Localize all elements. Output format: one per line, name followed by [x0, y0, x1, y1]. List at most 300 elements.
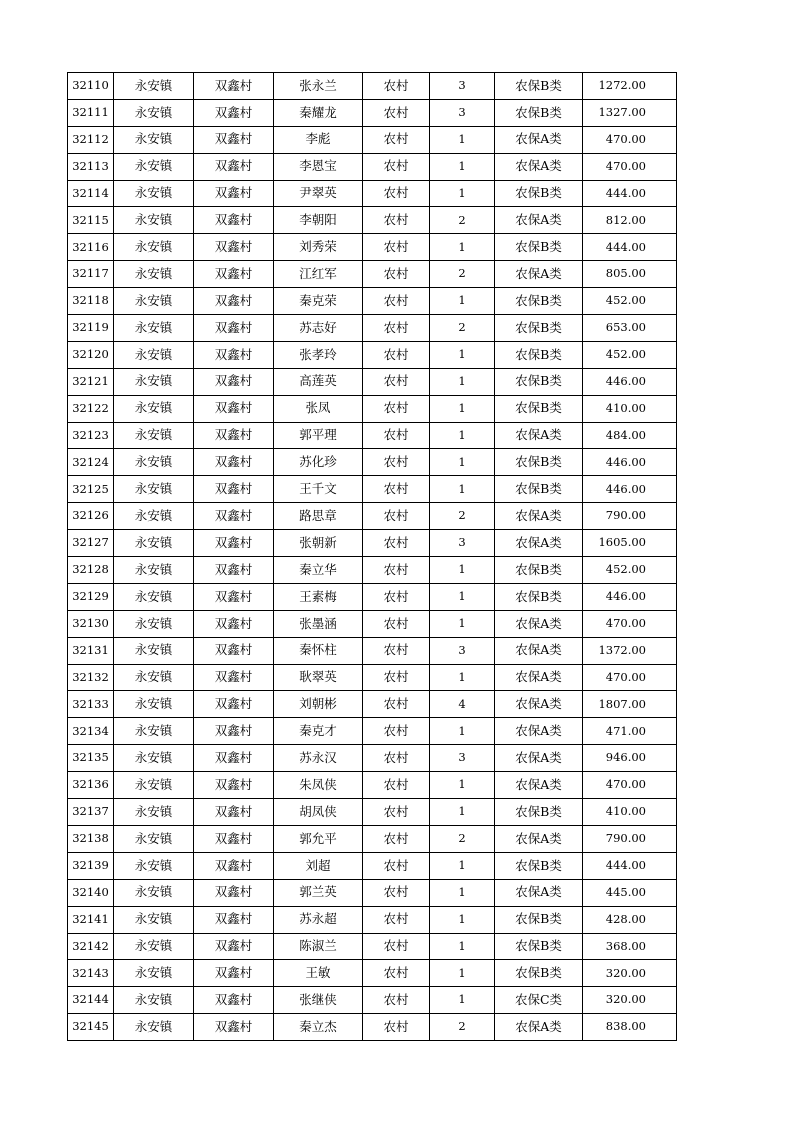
cell-amount: 484.00: [583, 422, 677, 449]
cell-town: 永安镇: [114, 557, 194, 584]
table-row: [68, 879, 677, 906]
cell-id: 32113: [68, 153, 114, 180]
cell-village: 双鑫村: [194, 73, 274, 100]
table-row: [68, 825, 677, 852]
cell-category: 农保A类: [495, 422, 583, 449]
cell-category: 农保B类: [495, 288, 583, 315]
cell-id: 32135: [68, 745, 114, 772]
table-row: [68, 449, 677, 476]
cell-type: 农村: [363, 610, 430, 637]
cell-name: 秦克荣: [274, 288, 363, 315]
cell-village: 双鑫村: [194, 933, 274, 960]
cell-village: 双鑫村: [194, 691, 274, 718]
cell-name: 王千文: [274, 476, 363, 503]
table-row: [68, 718, 677, 745]
cell-amount: 368.00: [583, 933, 677, 960]
cell-type: 农村: [363, 288, 430, 315]
cell-id: 32116: [68, 234, 114, 261]
cell-category: 农保B类: [495, 557, 583, 584]
cell-id: 32126: [68, 503, 114, 530]
cell-amount: 470.00: [583, 772, 677, 799]
cell-name: 张凤: [274, 395, 363, 422]
cell-amount: 653.00: [583, 315, 677, 342]
data-table: [67, 72, 677, 1041]
cell-id: 32145: [68, 1014, 114, 1041]
cell-name: 江红军: [274, 261, 363, 288]
cell-category: 农保A类: [495, 126, 583, 153]
cell-type: 农村: [363, 637, 430, 664]
cell-count: 1: [430, 879, 495, 906]
cell-town: 永安镇: [114, 852, 194, 879]
cell-type: 农村: [363, 691, 430, 718]
cell-town: 永安镇: [114, 987, 194, 1014]
table-row: [68, 153, 677, 180]
cell-town: 永安镇: [114, 610, 194, 637]
cell-town: 永安镇: [114, 261, 194, 288]
cell-village: 双鑫村: [194, 960, 274, 987]
cell-id: 32139: [68, 852, 114, 879]
cell-count: 3: [430, 745, 495, 772]
cell-amount: 470.00: [583, 610, 677, 637]
cell-count: 1: [430, 987, 495, 1014]
cell-village: 双鑫村: [194, 852, 274, 879]
cell-name: 苏化珍: [274, 449, 363, 476]
cell-type: 农村: [363, 99, 430, 126]
cell-name: 耿翠英: [274, 664, 363, 691]
table-row: [68, 691, 677, 718]
cell-count: 1: [430, 395, 495, 422]
table-row: [68, 261, 677, 288]
cell-village: 双鑫村: [194, 207, 274, 234]
cell-category: 农保A类: [495, 745, 583, 772]
cell-town: 永安镇: [114, 1014, 194, 1041]
cell-town: 永安镇: [114, 933, 194, 960]
cell-amount: 452.00: [583, 288, 677, 315]
cell-town: 永安镇: [114, 772, 194, 799]
table-row: [68, 422, 677, 449]
cell-category: 农保B类: [495, 906, 583, 933]
cell-category: 农保A类: [495, 879, 583, 906]
cell-category: 农保B类: [495, 960, 583, 987]
cell-category: 农保A类: [495, 261, 583, 288]
cell-town: 永安镇: [114, 395, 194, 422]
table-row: [68, 288, 677, 315]
cell-category: 农保A类: [495, 1014, 583, 1041]
cell-count: 3: [430, 530, 495, 557]
cell-count: 2: [430, 207, 495, 234]
cell-id: 32142: [68, 933, 114, 960]
table-row: [68, 234, 677, 261]
cell-type: 农村: [363, 799, 430, 826]
cell-village: 双鑫村: [194, 288, 274, 315]
cell-type: 农村: [363, 664, 430, 691]
cell-id: 32120: [68, 341, 114, 368]
cell-category: 农保A类: [495, 207, 583, 234]
cell-amount: 1372.00: [583, 637, 677, 664]
cell-village: 双鑫村: [194, 180, 274, 207]
cell-category: 农保B类: [495, 73, 583, 100]
cell-count: 1: [430, 557, 495, 584]
cell-count: 3: [430, 73, 495, 100]
table-row: [68, 637, 677, 664]
cell-category: 农保B类: [495, 583, 583, 610]
cell-town: 永安镇: [114, 315, 194, 342]
cell-town: 永安镇: [114, 503, 194, 530]
table-body: [68, 73, 677, 1041]
cell-category: 农保B类: [495, 799, 583, 826]
cell-village: 双鑫村: [194, 368, 274, 395]
cell-name: 刘朝彬: [274, 691, 363, 718]
cell-town: 永安镇: [114, 906, 194, 933]
cell-amount: 446.00: [583, 449, 677, 476]
cell-town: 永安镇: [114, 879, 194, 906]
table-row: [68, 530, 677, 557]
cell-id: 32141: [68, 906, 114, 933]
table-row: [68, 1014, 677, 1041]
cell-amount: 1605.00: [583, 530, 677, 557]
cell-type: 农村: [363, 987, 430, 1014]
cell-village: 双鑫村: [194, 449, 274, 476]
cell-type: 农村: [363, 341, 430, 368]
cell-village: 双鑫村: [194, 987, 274, 1014]
cell-category: 农保B类: [495, 395, 583, 422]
cell-category: 农保B类: [495, 449, 583, 476]
cell-name: 秦怀柱: [274, 637, 363, 664]
cell-amount: 452.00: [583, 557, 677, 584]
cell-village: 双鑫村: [194, 745, 274, 772]
cell-count: 1: [430, 368, 495, 395]
cell-amount: 812.00: [583, 207, 677, 234]
cell-count: 2: [430, 315, 495, 342]
cell-type: 农村: [363, 126, 430, 153]
table-row: [68, 368, 677, 395]
cell-type: 农村: [363, 180, 430, 207]
cell-name: 李朝阳: [274, 207, 363, 234]
cell-id: 32121: [68, 368, 114, 395]
cell-count: 4: [430, 691, 495, 718]
cell-name: 张墨涵: [274, 610, 363, 637]
cell-count: 1: [430, 960, 495, 987]
cell-village: 双鑫村: [194, 825, 274, 852]
cell-count: 1: [430, 341, 495, 368]
cell-category: 农保B类: [495, 180, 583, 207]
cell-amount: 790.00: [583, 825, 677, 852]
cell-id: 32124: [68, 449, 114, 476]
cell-town: 永安镇: [114, 960, 194, 987]
cell-id: 32123: [68, 422, 114, 449]
cell-count: 1: [430, 126, 495, 153]
cell-name: 郭允平: [274, 825, 363, 852]
table-row: [68, 476, 677, 503]
cell-village: 双鑫村: [194, 583, 274, 610]
cell-village: 双鑫村: [194, 422, 274, 449]
cell-type: 农村: [363, 449, 430, 476]
table-row: [68, 960, 677, 987]
cell-amount: 320.00: [583, 987, 677, 1014]
cell-amount: 446.00: [583, 368, 677, 395]
cell-village: 双鑫村: [194, 476, 274, 503]
cell-town: 永安镇: [114, 691, 194, 718]
cell-village: 双鑫村: [194, 664, 274, 691]
cell-town: 永安镇: [114, 126, 194, 153]
cell-town: 永安镇: [114, 180, 194, 207]
cell-category: 农保B类: [495, 341, 583, 368]
cell-town: 永安镇: [114, 234, 194, 261]
cell-type: 农村: [363, 879, 430, 906]
cell-type: 农村: [363, 825, 430, 852]
table-row: [68, 557, 677, 584]
table-row: [68, 315, 677, 342]
cell-count: 1: [430, 449, 495, 476]
cell-id: 32136: [68, 772, 114, 799]
cell-category: 农保B类: [495, 234, 583, 261]
cell-category: 农保A类: [495, 691, 583, 718]
cell-type: 农村: [363, 772, 430, 799]
cell-name: 陈淑兰: [274, 933, 363, 960]
cell-name: 尹翠英: [274, 180, 363, 207]
cell-name: 郭平理: [274, 422, 363, 449]
table-row: [68, 503, 677, 530]
cell-village: 双鑫村: [194, 718, 274, 745]
cell-id: 32132: [68, 664, 114, 691]
table-row: [68, 610, 677, 637]
cell-name: 秦立华: [274, 557, 363, 584]
cell-amount: 320.00: [583, 960, 677, 987]
cell-town: 永安镇: [114, 73, 194, 100]
cell-amount: 1327.00: [583, 99, 677, 126]
cell-village: 双鑫村: [194, 99, 274, 126]
cell-name: 刘超: [274, 852, 363, 879]
cell-type: 农村: [363, 395, 430, 422]
cell-category: 农保A类: [495, 637, 583, 664]
cell-name: 王敏: [274, 960, 363, 987]
cell-id: 32112: [68, 126, 114, 153]
table-row: [68, 126, 677, 153]
cell-name: 秦立杰: [274, 1014, 363, 1041]
cell-town: 永安镇: [114, 825, 194, 852]
cell-category: 农保A类: [495, 718, 583, 745]
cell-id: 32115: [68, 207, 114, 234]
cell-id: 32143: [68, 960, 114, 987]
cell-count: 3: [430, 637, 495, 664]
cell-name: 李恩宝: [274, 153, 363, 180]
cell-type: 农村: [363, 583, 430, 610]
cell-village: 双鑫村: [194, 906, 274, 933]
cell-category: 农保B类: [495, 315, 583, 342]
cell-id: 32131: [68, 637, 114, 664]
cell-type: 农村: [363, 745, 430, 772]
cell-village: 双鑫村: [194, 879, 274, 906]
cell-count: 1: [430, 153, 495, 180]
cell-category: 农保B类: [495, 476, 583, 503]
cell-town: 永安镇: [114, 637, 194, 664]
cell-count: 2: [430, 261, 495, 288]
table-row: [68, 799, 677, 826]
cell-town: 永安镇: [114, 476, 194, 503]
table-row: [68, 341, 677, 368]
cell-type: 农村: [363, 557, 430, 584]
cell-count: 1: [430, 610, 495, 637]
cell-category: 农保A类: [495, 153, 583, 180]
cell-count: 2: [430, 1014, 495, 1041]
cell-count: 3: [430, 99, 495, 126]
cell-town: 永安镇: [114, 745, 194, 772]
cell-amount: 446.00: [583, 583, 677, 610]
cell-count: 1: [430, 799, 495, 826]
table-row: [68, 73, 677, 100]
cell-category: 农保B类: [495, 933, 583, 960]
cell-count: 1: [430, 718, 495, 745]
cell-count: 1: [430, 772, 495, 799]
cell-category: 农保A类: [495, 610, 583, 637]
cell-type: 农村: [363, 718, 430, 745]
cell-amount: 446.00: [583, 476, 677, 503]
cell-town: 永安镇: [114, 288, 194, 315]
cell-id: 32137: [68, 799, 114, 826]
cell-village: 双鑫村: [194, 503, 274, 530]
cell-count: 1: [430, 933, 495, 960]
cell-count: 1: [430, 476, 495, 503]
cell-id: 32140: [68, 879, 114, 906]
cell-amount: 805.00: [583, 261, 677, 288]
cell-count: 1: [430, 422, 495, 449]
cell-amount: 410.00: [583, 395, 677, 422]
cell-town: 永安镇: [114, 422, 194, 449]
table-row: [68, 906, 677, 933]
cell-category: 农保B类: [495, 368, 583, 395]
cell-name: 胡凤侠: [274, 799, 363, 826]
cell-type: 农村: [363, 960, 430, 987]
cell-amount: 1807.00: [583, 691, 677, 718]
cell-type: 农村: [363, 153, 430, 180]
table-row: [68, 180, 677, 207]
cell-amount: 444.00: [583, 180, 677, 207]
cell-town: 永安镇: [114, 718, 194, 745]
table-row: [68, 207, 677, 234]
cell-name: 秦克才: [274, 718, 363, 745]
cell-name: 张继侠: [274, 987, 363, 1014]
cell-amount: 470.00: [583, 126, 677, 153]
cell-village: 双鑫村: [194, 530, 274, 557]
cell-count: 1: [430, 180, 495, 207]
cell-type: 农村: [363, 906, 430, 933]
cell-id: 32138: [68, 825, 114, 852]
cell-amount: 444.00: [583, 234, 677, 261]
cell-type: 农村: [363, 503, 430, 530]
table-row: [68, 772, 677, 799]
cell-village: 双鑫村: [194, 557, 274, 584]
table-row: [68, 583, 677, 610]
cell-id: 32134: [68, 718, 114, 745]
cell-id: 32130: [68, 610, 114, 637]
cell-town: 永安镇: [114, 664, 194, 691]
cell-type: 农村: [363, 422, 430, 449]
cell-village: 双鑫村: [194, 1014, 274, 1041]
cell-amount: 471.00: [583, 718, 677, 745]
cell-id: 32144: [68, 987, 114, 1014]
cell-id: 32133: [68, 691, 114, 718]
cell-town: 永安镇: [114, 530, 194, 557]
cell-name: 张永兰: [274, 73, 363, 100]
cell-village: 双鑫村: [194, 637, 274, 664]
cell-id: 32114: [68, 180, 114, 207]
cell-type: 农村: [363, 315, 430, 342]
cell-village: 双鑫村: [194, 126, 274, 153]
cell-village: 双鑫村: [194, 341, 274, 368]
cell-town: 永安镇: [114, 153, 194, 180]
cell-village: 双鑫村: [194, 772, 274, 799]
cell-town: 永安镇: [114, 207, 194, 234]
cell-amount: 445.00: [583, 879, 677, 906]
cell-town: 永安镇: [114, 583, 194, 610]
cell-id: 32119: [68, 315, 114, 342]
cell-village: 双鑫村: [194, 799, 274, 826]
cell-category: 农保A类: [495, 825, 583, 852]
cell-type: 农村: [363, 476, 430, 503]
cell-name: 刘秀荣: [274, 234, 363, 261]
table-row: [68, 745, 677, 772]
cell-amount: 946.00: [583, 745, 677, 772]
cell-id: 32111: [68, 99, 114, 126]
cell-name: 朱凤侠: [274, 772, 363, 799]
cell-count: 1: [430, 906, 495, 933]
cell-category: 农保C类: [495, 987, 583, 1014]
cell-type: 农村: [363, 234, 430, 261]
cell-id: 32122: [68, 395, 114, 422]
cell-count: 2: [430, 825, 495, 852]
cell-count: 1: [430, 583, 495, 610]
cell-name: 苏永汉: [274, 745, 363, 772]
cell-village: 双鑫村: [194, 395, 274, 422]
cell-amount: 470.00: [583, 664, 677, 691]
cell-type: 农村: [363, 261, 430, 288]
cell-amount: 452.00: [583, 341, 677, 368]
cell-count: 1: [430, 234, 495, 261]
cell-count: 2: [430, 503, 495, 530]
cell-amount: 838.00: [583, 1014, 677, 1041]
cell-name: 苏永超: [274, 906, 363, 933]
cell-name: 张孝玲: [274, 341, 363, 368]
cell-type: 农村: [363, 530, 430, 557]
cell-amount: 428.00: [583, 906, 677, 933]
table-row: [68, 987, 677, 1014]
cell-id: 32118: [68, 288, 114, 315]
cell-type: 农村: [363, 852, 430, 879]
cell-id: 32125: [68, 476, 114, 503]
cell-town: 永安镇: [114, 368, 194, 395]
cell-type: 农村: [363, 933, 430, 960]
cell-name: 苏志好: [274, 315, 363, 342]
cell-category: 农保B类: [495, 99, 583, 126]
cell-town: 永安镇: [114, 449, 194, 476]
table-row: [68, 664, 677, 691]
cell-village: 双鑫村: [194, 315, 274, 342]
cell-id: 32129: [68, 583, 114, 610]
cell-count: 1: [430, 288, 495, 315]
cell-amount: 470.00: [583, 153, 677, 180]
cell-id: 32117: [68, 261, 114, 288]
cell-category: 农保B类: [495, 852, 583, 879]
cell-village: 双鑫村: [194, 610, 274, 637]
cell-amount: 410.00: [583, 799, 677, 826]
cell-village: 双鑫村: [194, 153, 274, 180]
cell-type: 农村: [363, 368, 430, 395]
cell-name: 张朝新: [274, 530, 363, 557]
cell-category: 农保A类: [495, 772, 583, 799]
cell-name: 高莲英: [274, 368, 363, 395]
cell-name: 路思章: [274, 503, 363, 530]
table-row: [68, 852, 677, 879]
